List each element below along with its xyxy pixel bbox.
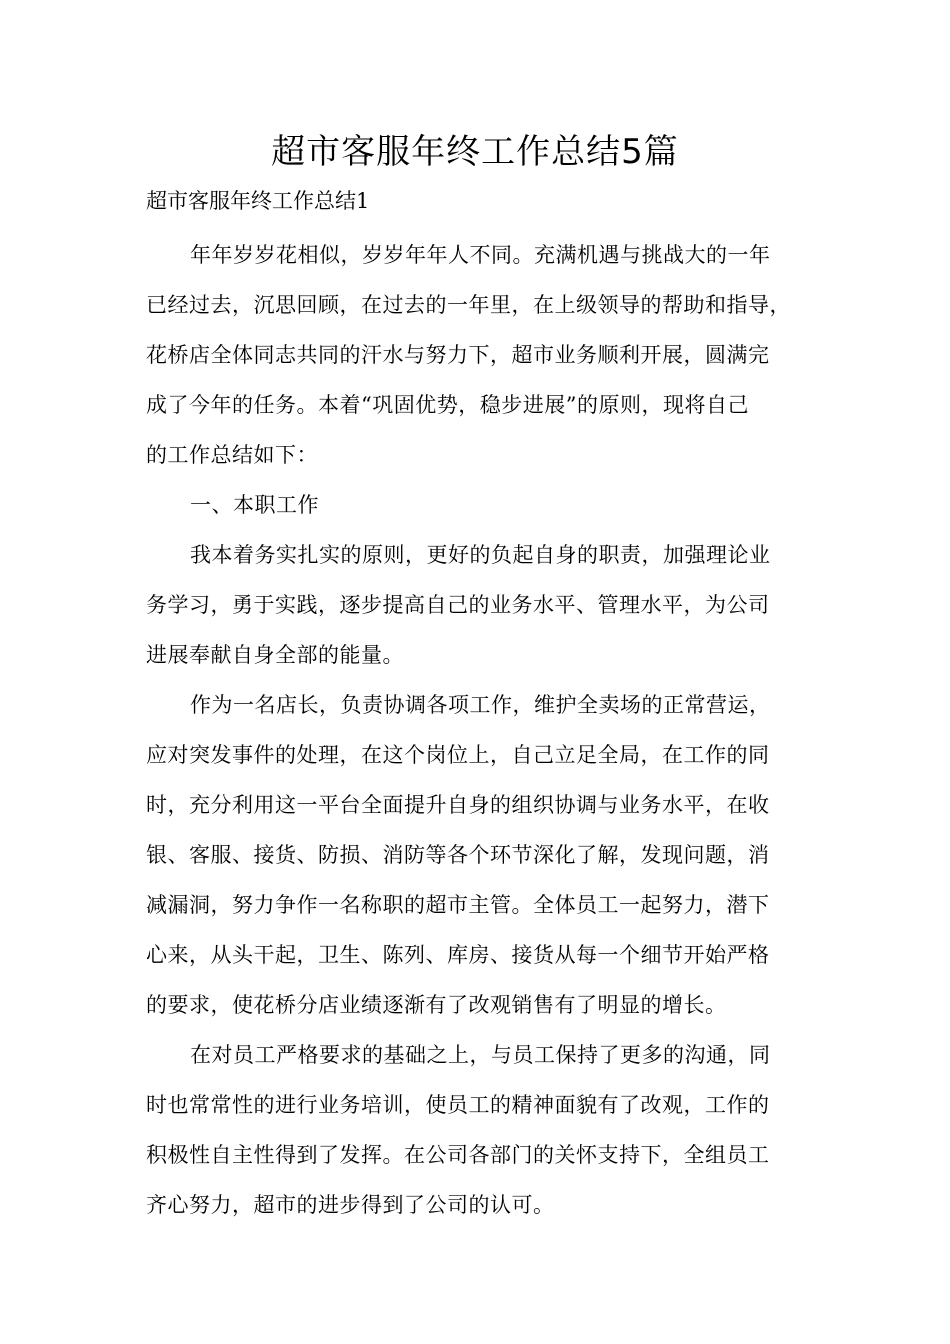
text-line: 心来，从头干起，卫生、陈列、库房、接货从每一个细节开始严格 [146,943,770,967]
text-line: 进展奉献自身全部的能量。 [146,643,404,667]
section-heading: 超市客服年终工作总结1 [146,189,370,213]
text-line: 务学习，勇于实践，逐步提高自己的业务水平、管理水平，为公司 [146,593,770,617]
text-line: 我本着务实扎实的原则，更好的负起自身的职责，加强理论业 [190,543,771,567]
text-line: 积极性自主性得到了发挥。在公司各部门的关怀支持下，全组员工 [146,1143,770,1167]
text-line: 成了今年的任务。本着“巩固优势，稳步进展”的原则，现将自己 [146,393,749,417]
text-line: 应对突发事件的处理，在这个岗位上，自己立足全局，在工作的同 [146,743,770,767]
text-line: 花桥店全体同志共同的汗水与努力下，超市业务顺利开展，圆满完 [146,343,770,367]
text-line: 在对员工严格要求的基础之上，与员工保持了更多的沟通，同 [190,1043,771,1067]
text-line: 减漏洞，努力争作一名称职的超市主管。全体员工一起努力，潜下 [146,893,770,917]
text-line: 年年岁岁花相似，岁岁年年人不同。充满机遇与挑战大的一年 [190,243,771,267]
document-body [146,230,806,1230]
document-title: 超市客服年终工作总结5篇 [271,132,679,172]
text-line: 时也常常性的进行业务培训，使员工的精神面貌有了改观，工作的 [146,1093,770,1117]
text-line: 的工作总结如下： [146,443,318,467]
text-line: 齐心努力，超市的进步得到了公司的认可。 [146,1193,555,1217]
text-line: 的要求，使花桥分店业绩逐渐有了改观销售有了明显的增长。 [146,993,727,1017]
text-line: 一、本职工作 [190,493,319,517]
text-line: 时，充分利用这一平台全面提升自身的组织协调与业务水平，在收 [146,793,770,817]
text-line: 已经过去，沉思回顾，在过去的一年里，在上级领导的帮助和指导， [146,293,791,317]
text-line: 银、客服、接货、防损、消防等各个环节深化了解，发现问题，消 [146,843,770,867]
text-line: 作为一名店长，负责协调各项工作，维护全卖场的正常营运， [190,693,771,717]
